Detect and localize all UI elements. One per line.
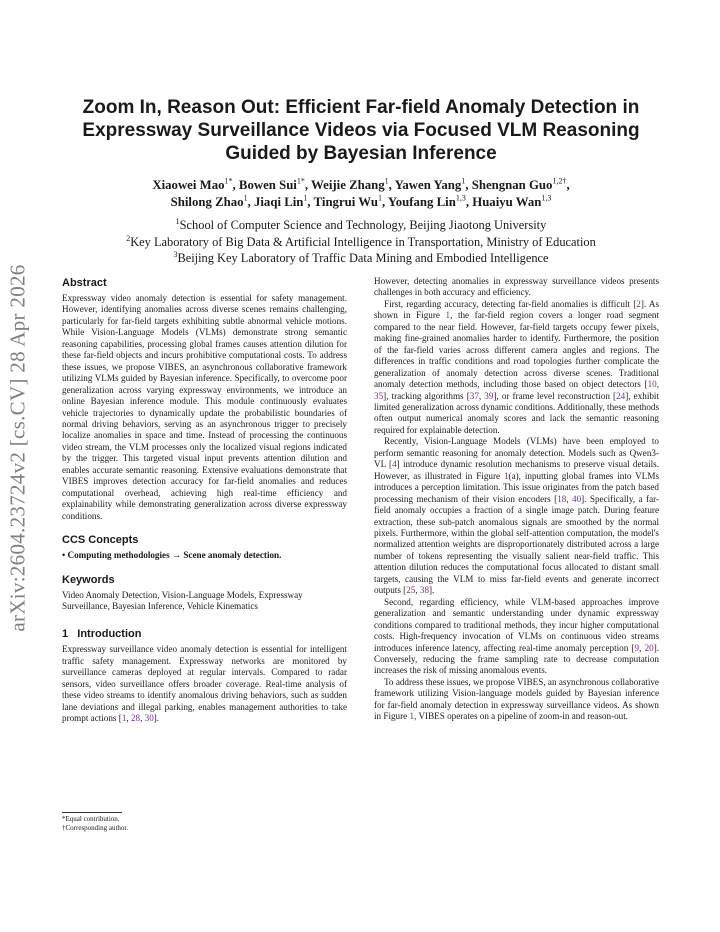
author-affiliation-mark: 1,3 [541,193,552,203]
abstract-section [62,276,347,522]
arxiv-identifier-text: arXiv:2604.23724v2 [cs.CV] 28 Apr 2026 [5,264,30,632]
author-list [62,177,660,211]
citation-link[interactable]: 40 [572,493,582,504]
intro-paragraph-proposal: To address these issues, we propose VIBES, an asynchronous collaborative framework utilizing Vision-language models guided by Bayesian inference for far-field anomaly detection in expressway surveillance videos. As shown in Figure 1, VIBES operates on a pipeline of zoom-in and reason-out. [374,676,659,722]
citation-link[interactable]: 38 [419,585,430,596]
intro-paragraph-1: Expressway surveillance video anomaly detection is essential for intelligent traffic safety management. Expressway networks are monitored by surveillance cameras deployed at regular intervals. Compared to radar sensors, video surveillance offers broader coverage. Real-time analysis of these video streams to identify anomalous driving behaviors, such as sudden lane deviations and illegal parking, enables management authorities to take prompt actions [1, 28, 30]. [62,644,347,724]
abstract-text: Expressway video anomaly detection is essential for safety management. However, identifying anomalies across diverse scenes remains challenging, particularly for far-field targets exhibiting subtle abnormal vehicle motions. While Vision-Language Models (VLMs) demonstrate strong semantic reasoning capabilities, processing global frames causes attention dilution for these far-field objects and incurs prohibitive computational costs. To address these issues, we propose VIBES, an asynchronous collaborative framework utilizing VLMs guided by Bayesian inference. Specifically, to overcome poor generalization across varying expressway environments, we introduce an online Bayesian inference module. This module continuously evaluates vehicle trajectories to dynamically update the probabilistic boundaries of normal driving behaviors, serving as an asynchronous trigger to precisely localize anomalies in space and time. Instead of processing the continuous video stream, the VLM processes only the localized visual regions indicated by the trigger. This targeted visual input prevents attention dilution and enables accurate semantic reasoning. Extensive evaluations demonstrate that VIBES improves detection accuracy for far-field anomalies and reduces computational overhead, achieving high real-time efficiency and explainability while demonstrating generalization across diverse expressway conditions. [62,293,347,521]
footnotes [62,815,128,833]
introduction-section [62,627,347,724]
author-affiliation-mark: 1* [224,176,233,186]
citation-link[interactable]: 1 [503,470,509,481]
citation-link[interactable]: 37 [469,390,479,401]
author-name: Shilong Zhao [170,195,244,209]
citation-link[interactable]: 1 [409,711,415,722]
citation-link[interactable]: 4 [392,459,397,470]
author-affiliation-mark: 1 [461,176,466,186]
ccs-section [62,533,347,561]
author-name: Youfang Lin [387,195,456,209]
author-line-2: Shilong Zhao$^1$, Jiaqi Lin$^1$, Tingrui Wu$^1$, Youfang Lin$^{1,3}$, Huaiyu Wan$^{1,3}$ [170,193,552,209]
affiliation-line: $^1$School of Computer Science and Technology, Beijing Jiaotong University [175,216,547,232]
author-name: Shengnan Guo [471,178,553,192]
author-name: Bowen Sui [238,178,297,192]
citation-link[interactable]: 39 [484,390,494,401]
affiliation-mark: 3 [173,249,178,259]
author-affiliation-mark: 1 [377,193,382,203]
affiliations [62,217,660,267]
citation-link[interactable]: 2 [636,298,641,309]
intro-paragraph-accuracy: First, regarding accuracy, detecting far-field anomalies is difficult [2]. As shown in Figure 1, the far-field region covers a longer road segment compared to the near field. However, far-field targets occupy fewer pixels, making fine-grained anomalies harder to identify. Furthermore, the position of the far-field varies across different camera angles and regions. The differences in traffic conditions and road topologies further complicate the generalization of anomaly detection across diverse scenes. Traditional anomaly detection methods, including those based on object detectors [10, 35], tracking algorithms [37, 39], or frame level reconstruction [24], exhibit limited generalization across dynamic conditions. Additionally, these methods often output numerical anomaly scores and lack the semantic reasoning required for explainable detection. [374,298,660,435]
author-affiliation-mark: 1 [243,193,248,203]
ccs-text: • Computing methodologies → Scene anomaly detection. [62,550,282,561]
author-affiliation-mark: 1,3 [455,193,466,203]
ccs-heading: CCS Concepts [62,534,139,547]
affiliation-line: $^2$Key Laboratory of Big Data & Artificial Intelligence in Transportation, Ministry of Education [126,233,596,249]
citation-link[interactable]: 28 [130,713,141,724]
author-affiliation-mark: 1,2† [552,176,567,186]
author-name: Tingrui Wu [313,195,378,209]
citation-link[interactable]: 24 [616,390,626,401]
author-line-1: Xiaowei Mao$^{1*}$, Bowen Sui$^{1*}$, Weijie Zhang$^1$, Yawen Yang$^1$, Shengnan Guo$^{1,2\dagger}$, [152,176,570,192]
footnote-corresponding-author: †Corresponding author. [62,824,129,832]
author-name: Jiaqi Lin [253,195,304,209]
author-name: Xiaowei Mao [152,178,225,192]
affiliation-mark: 2 [126,233,131,243]
keywords-section [62,573,347,613]
right-column [374,276,659,723]
citation-link[interactable]: 1 [121,713,127,724]
author-name: Yawen Yang [394,178,462,192]
footnote-equal-contribution: *Equal contribution. [62,815,120,823]
citation-link[interactable]: 18 [557,493,567,504]
citation-link[interactable]: 25 [406,585,416,596]
author-name: Weijie Zhang [311,178,385,192]
affiliation-mark: 1 [175,216,180,226]
citation-link[interactable]: 9 [634,642,640,653]
intro-paragraph-vlms: Recently, Vision-Language Models (VLMs) have been employed to perform semantic reasoning for anomaly detection. Models such as Qwen3-VL [4] introduce dynamic resolution mechanisms to preserve visual details. However, as illustrated in Figure 1(a), inputting global frames into VLMs introduces a perception limitation. This issue originates from the patch based processing mechanism of their vision encoders [18, 40]. Specifically, a far-field anomaly occupies a fraction of a single image patch. During feature extraction, these sub-patch anomalous signals are smoothed by the normal pixels. Furthermore, within the global self-attention computation, the model's normalized attention weights are disproportionately distributed across a large number of tokens representing the visually salient near-field traffic. This attention dilution reduces the computational focus allocated to distant small targets, causing the VLM to miss far-field events and generate incorrect outputs [25, 38]. [374,436,660,596]
citation-link[interactable]: 10 [647,379,657,390]
paper-title: Zoom In, Reason Out: Efficient Far-field Anomaly Detection in Expressway Surveillance Videos via Focused VLM Reasoning Guided by Bayesian Inference [82,97,640,164]
citation-link[interactable]: 1 [445,310,451,321]
citation-link[interactable]: 30 [144,713,154,724]
author-affiliation-mark: 1* [296,176,305,186]
author-name: Huaiyu Wan [472,195,542,209]
abstract-heading: Abstract [62,277,107,289]
author-affiliation-mark: 1 [384,176,389,186]
introduction-heading: 1 Introduction [62,628,142,641]
citation-link[interactable]: 20 [644,642,654,653]
intro-paragraph-continued: However, detecting anomalies in expressway surveillance videos presents challenges in both accuracy and efficiency. [374,276,659,298]
affiliation-line: $^3$Beijing Key Laboratory of Traffic Data Mining and Embodied Intelligence [173,249,549,265]
citation-link[interactable]: 35 [374,390,384,401]
keywords-text: Video Anomaly Detection, Vision-Language Models, Expressway Surveillance, Bayesian Inference, Vehicle Kinematics [62,589,303,611]
intro-paragraph-efficiency: Second, regarding efficiency, while VLM-based approaches improve generalization and semantic understanding under dynamic expressway conditions compared to traditional methods, they incur higher computational costs. High-frequency invocation of VLMs on continuous video streams introduces inference latency, affecting real-time anomaly perception [9, 20]. Conversely, reducing the frame sampling rate to decrease computation increases the risk of missing anomalous events. [374,596,660,676]
author-affiliation-mark: 1 [303,193,308,203]
keywords-heading: Keywords [62,573,115,586]
left-column [62,276,347,725]
